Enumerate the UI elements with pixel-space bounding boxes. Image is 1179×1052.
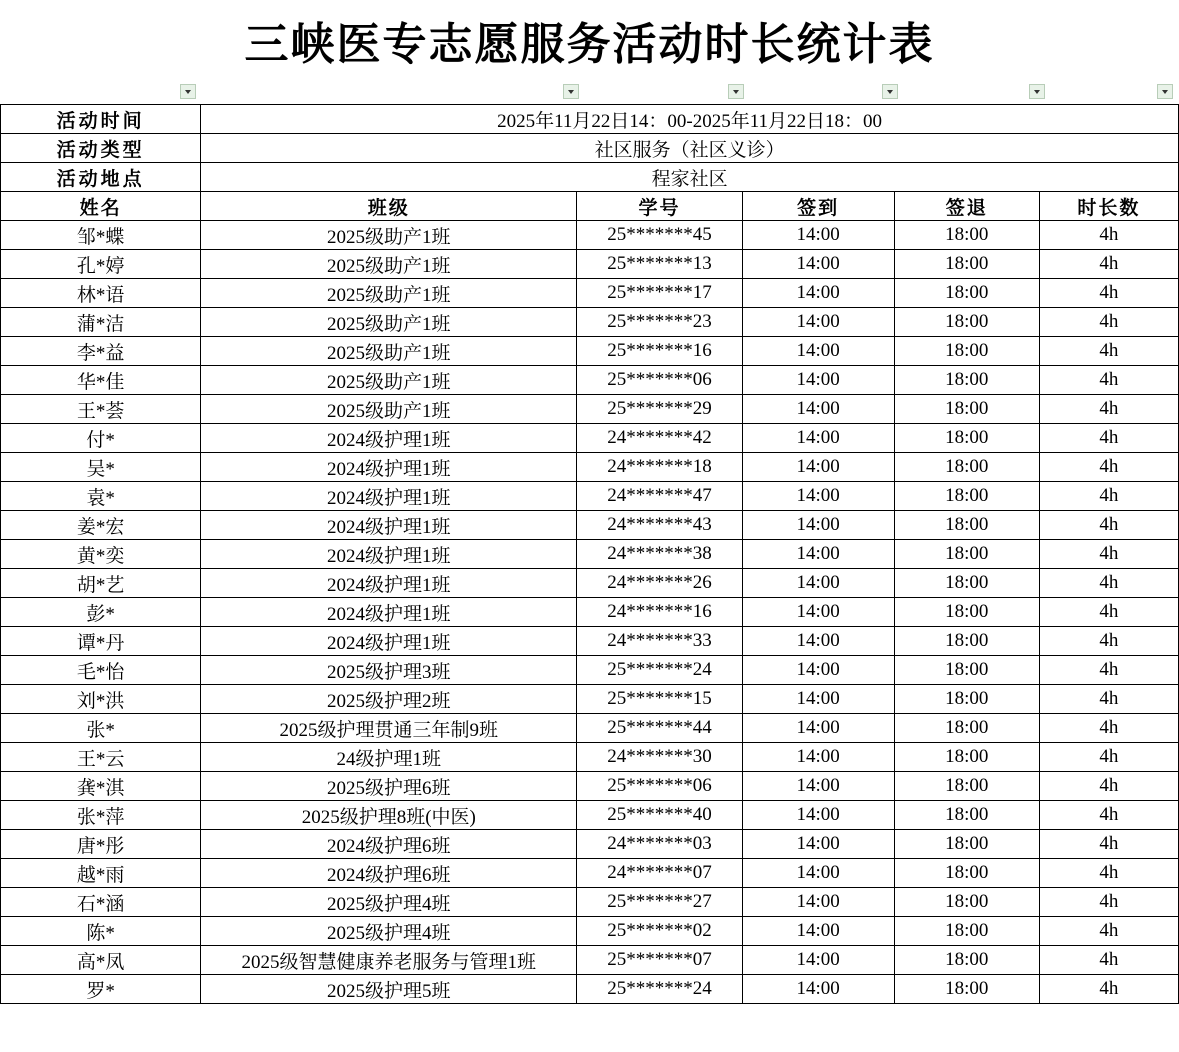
cell-signout: 18:00 (894, 627, 1039, 656)
cell-name: 华*佳 (1, 366, 201, 395)
cell-signin: 14:00 (742, 772, 894, 801)
cell-signout: 18:00 (894, 424, 1039, 453)
cell-student-id: 24*******33 (577, 627, 742, 656)
meta-row-time (1, 105, 1179, 134)
cell-duration: 4h (1039, 366, 1178, 395)
cell-class: 2025级护理2班 (201, 685, 577, 714)
cell-student-id: 24*******30 (577, 743, 742, 772)
cell-signout: 18:00 (894, 366, 1039, 395)
cell-duration: 4h (1039, 250, 1178, 279)
autofilter-row (0, 90, 1179, 104)
table-row (1, 511, 1179, 540)
cell-signin: 14:00 (742, 714, 894, 743)
cell-signout: 18:00 (894, 395, 1039, 424)
cell-student-id: 25*******44 (577, 714, 742, 743)
cell-class: 2024级护理1班 (201, 598, 577, 627)
cell-student-id: 25*******06 (577, 366, 742, 395)
cell-signout: 18:00 (894, 917, 1039, 946)
cell-name: 越*雨 (1, 859, 201, 888)
filter-col-sid-dropdown-icon[interactable] (728, 84, 744, 99)
cell-signin: 14:00 (742, 540, 894, 569)
meta-label-type: 活动类型 (1, 134, 201, 163)
cell-signout: 18:00 (894, 569, 1039, 598)
table-row (1, 366, 1179, 395)
table-row (1, 598, 1179, 627)
cell-name: 黄*奕 (1, 540, 201, 569)
cell-signin: 14:00 (742, 482, 894, 511)
cell-name: 袁* (1, 482, 201, 511)
cell-duration: 4h (1039, 859, 1178, 888)
cell-signout: 18:00 (894, 221, 1039, 250)
cell-duration: 4h (1039, 337, 1178, 366)
cell-name: 林*语 (1, 279, 201, 308)
cell-duration: 4h (1039, 975, 1178, 1004)
cell-duration: 4h (1039, 482, 1178, 511)
cell-name: 张* (1, 714, 201, 743)
cell-name: 邹*蝶 (1, 221, 201, 250)
cell-class: 24级护理1班 (201, 743, 577, 772)
page-title: 三峡医专志愿服务活动时长统计表 (244, 20, 935, 69)
cell-student-id: 24*******43 (577, 511, 742, 540)
cell-class: 2024级护理1班 (201, 511, 577, 540)
cell-duration: 4h (1039, 685, 1178, 714)
meta-value-type: 社区服务（社区义诊） (201, 134, 1179, 163)
cell-student-id: 25*******13 (577, 250, 742, 279)
cell-signout: 18:00 (894, 308, 1039, 337)
cell-name: 王*荟 (1, 395, 201, 424)
cell-name: 彭* (1, 598, 201, 627)
cell-student-id: 25*******02 (577, 917, 742, 946)
cell-signin: 14:00 (742, 569, 894, 598)
cell-name: 胡*艺 (1, 569, 201, 598)
cell-duration: 4h (1039, 511, 1178, 540)
cell-signin: 14:00 (742, 366, 894, 395)
column-header-name: 姓名 (1, 192, 201, 221)
cell-class: 2024级护理1班 (201, 569, 577, 598)
cell-student-id: 25*******17 (577, 279, 742, 308)
cell-class: 2025级护理4班 (201, 888, 577, 917)
cell-class: 2025级护理4班 (201, 917, 577, 946)
cell-signin: 14:00 (742, 801, 894, 830)
cell-student-id: 24*******03 (577, 830, 742, 859)
cell-signout: 18:00 (894, 946, 1039, 975)
cell-class: 2025级助产1班 (201, 337, 577, 366)
cell-student-id: 24*******18 (577, 453, 742, 482)
column-header-signin: 签到 (742, 192, 894, 221)
cell-signin: 14:00 (742, 221, 894, 250)
cell-signin: 14:00 (742, 511, 894, 540)
cell-duration: 4h (1039, 888, 1178, 917)
cell-duration: 4h (1039, 772, 1178, 801)
cell-class: 2024级护理1班 (201, 627, 577, 656)
cell-signin: 14:00 (742, 975, 894, 1004)
column-header-student-id: 学号 (577, 192, 742, 221)
cell-class: 2025级助产1班 (201, 366, 577, 395)
table-body (1, 105, 1179, 1004)
cell-class: 2025级助产1班 (201, 221, 577, 250)
cell-duration: 4h (1039, 569, 1178, 598)
cell-name: 孔*婷 (1, 250, 201, 279)
cell-student-id: 25*******07 (577, 946, 742, 975)
cell-signout: 18:00 (894, 714, 1039, 743)
cell-name: 陈* (1, 917, 201, 946)
filter-col-class-dropdown-icon[interactable] (563, 84, 579, 99)
cell-signin: 14:00 (742, 888, 894, 917)
cell-signout: 18:00 (894, 511, 1039, 540)
cell-name: 王*云 (1, 743, 201, 772)
cell-duration: 4h (1039, 743, 1178, 772)
cell-signin: 14:00 (742, 598, 894, 627)
cell-signout: 18:00 (894, 830, 1039, 859)
cell-student-id: 25*******27 (577, 888, 742, 917)
cell-name: 石*涵 (1, 888, 201, 917)
cell-student-id: 25*******45 (577, 221, 742, 250)
cell-signin: 14:00 (742, 917, 894, 946)
cell-name: 毛*怡 (1, 656, 201, 685)
cell-signout: 18:00 (894, 482, 1039, 511)
cell-student-id: 25*******23 (577, 308, 742, 337)
meta-row-place (1, 163, 1179, 192)
cell-class: 2025级助产1班 (201, 395, 577, 424)
cell-class: 2025级助产1班 (201, 279, 577, 308)
cell-class: 2025级护理3班 (201, 656, 577, 685)
cell-name: 吴* (1, 453, 201, 482)
cell-class: 2025级护理6班 (201, 772, 577, 801)
cell-signout: 18:00 (894, 453, 1039, 482)
cell-signin: 14:00 (742, 859, 894, 888)
cell-name: 龚*淇 (1, 772, 201, 801)
cell-student-id: 25*******15 (577, 685, 742, 714)
cell-name: 李*益 (1, 337, 201, 366)
cell-student-id: 24*******26 (577, 569, 742, 598)
cell-signin: 14:00 (742, 279, 894, 308)
cell-duration: 4h (1039, 830, 1178, 859)
filter-col-name-dropdown-icon[interactable] (180, 84, 196, 99)
table-row (1, 453, 1179, 482)
cell-class: 2025级护理贯通三年制9班 (201, 714, 577, 743)
cell-duration: 4h (1039, 656, 1178, 685)
cell-student-id: 25*******24 (577, 975, 742, 1004)
cell-duration: 4h (1039, 279, 1178, 308)
table-row (1, 221, 1179, 250)
cell-duration: 4h (1039, 801, 1178, 830)
table-row (1, 569, 1179, 598)
table-row (1, 279, 1179, 308)
cell-signout: 18:00 (894, 888, 1039, 917)
cell-signout: 18:00 (894, 859, 1039, 888)
cell-student-id: 25*******40 (577, 801, 742, 830)
cell-signout: 18:00 (894, 975, 1039, 1004)
cell-class: 2025级助产1班 (201, 250, 577, 279)
cell-name: 唐*彤 (1, 830, 201, 859)
cell-class: 2024级护理1班 (201, 482, 577, 511)
cell-student-id: 24*******47 (577, 482, 742, 511)
cell-student-id: 24*******07 (577, 859, 742, 888)
cell-signin: 14:00 (742, 743, 894, 772)
cell-name: 谭*丹 (1, 627, 201, 656)
cell-signin: 14:00 (742, 250, 894, 279)
meta-label-time: 活动时间 (1, 105, 201, 134)
cell-name: 蒲*洁 (1, 308, 201, 337)
cell-duration: 4h (1039, 946, 1178, 975)
table-row (1, 540, 1179, 569)
meta-value-place: 程家社区 (201, 163, 1179, 192)
cell-signout: 18:00 (894, 337, 1039, 366)
filter-col-signout-dropdown-icon[interactable] (1029, 84, 1045, 99)
table-row (1, 656, 1179, 685)
cell-student-id: 25*******24 (577, 656, 742, 685)
cell-student-id: 25*******29 (577, 395, 742, 424)
table-row (1, 975, 1179, 1004)
cell-student-id: 25*******06 (577, 772, 742, 801)
cell-class: 2025级智慧健康养老服务与管理1班 (201, 946, 577, 975)
cell-name: 刘*洪 (1, 685, 201, 714)
cell-signout: 18:00 (894, 598, 1039, 627)
cell-duration: 4h (1039, 714, 1178, 743)
column-header-duration: 时长数 (1039, 192, 1178, 221)
cell-duration: 4h (1039, 424, 1178, 453)
cell-signin: 14:00 (742, 453, 894, 482)
cell-duration: 4h (1039, 917, 1178, 946)
cell-name: 姜*宏 (1, 511, 201, 540)
cell-student-id: 24*******42 (577, 424, 742, 453)
meta-label-place: 活动地点 (1, 163, 201, 192)
table-row (1, 801, 1179, 830)
table-row (1, 946, 1179, 975)
cell-name: 付* (1, 424, 201, 453)
cell-class: 2024级护理1班 (201, 453, 577, 482)
cell-signout: 18:00 (894, 250, 1039, 279)
table-row (1, 250, 1179, 279)
cell-student-id: 24*******38 (577, 540, 742, 569)
cell-signout: 18:00 (894, 279, 1039, 308)
cell-class: 2025级护理8班(中医) (201, 801, 577, 830)
table-row (1, 888, 1179, 917)
cell-duration: 4h (1039, 598, 1178, 627)
cell-duration: 4h (1039, 453, 1178, 482)
cell-signin: 14:00 (742, 424, 894, 453)
meta-row-type (1, 134, 1179, 163)
cell-class: 2024级护理1班 (201, 424, 577, 453)
cell-signout: 18:00 (894, 772, 1039, 801)
cell-signin: 14:00 (742, 395, 894, 424)
cell-class: 2024级护理6班 (201, 830, 577, 859)
cell-signin: 14:00 (742, 308, 894, 337)
column-header-class: 班级 (201, 192, 577, 221)
cell-signout: 18:00 (894, 801, 1039, 830)
table-row (1, 685, 1179, 714)
filter-col-signin-dropdown-icon[interactable] (882, 84, 898, 99)
cell-signout: 18:00 (894, 540, 1039, 569)
table-row (1, 917, 1179, 946)
cell-signin: 14:00 (742, 830, 894, 859)
cell-duration: 4h (1039, 627, 1178, 656)
table-row (1, 859, 1179, 888)
table-row (1, 772, 1179, 801)
table-row (1, 308, 1179, 337)
cell-duration: 4h (1039, 308, 1178, 337)
meta-value-time: 2025年11月22日14：00-2025年11月22日18：00 (201, 105, 1179, 134)
cell-signout: 18:00 (894, 685, 1039, 714)
cell-signout: 18:00 (894, 743, 1039, 772)
cell-signout: 18:00 (894, 656, 1039, 685)
cell-signin: 14:00 (742, 627, 894, 656)
cell-duration: 4h (1039, 540, 1178, 569)
table-row (1, 714, 1179, 743)
cell-class: 2025级助产1班 (201, 308, 577, 337)
table-row (1, 482, 1179, 511)
table-row (1, 627, 1179, 656)
cell-signin: 14:00 (742, 946, 894, 975)
table-row (1, 830, 1179, 859)
cell-signin: 14:00 (742, 656, 894, 685)
cell-student-id: 25*******16 (577, 337, 742, 366)
cell-signin: 14:00 (742, 337, 894, 366)
statistics-table (0, 104, 1179, 1004)
cell-duration: 4h (1039, 221, 1178, 250)
cell-name: 罗* (1, 975, 201, 1004)
cell-class: 2025级护理5班 (201, 975, 577, 1004)
table-row (1, 743, 1179, 772)
cell-name: 张*萍 (1, 801, 201, 830)
table-header-row (1, 192, 1179, 221)
cell-class: 2024级护理6班 (201, 859, 577, 888)
table-row (1, 395, 1179, 424)
table-row (1, 337, 1179, 366)
column-header-signout: 签退 (894, 192, 1039, 221)
filter-col-duration-dropdown-icon[interactable] (1157, 84, 1173, 99)
cell-signin: 14:00 (742, 685, 894, 714)
cell-student-id: 24*******16 (577, 598, 742, 627)
cell-name: 高*凤 (1, 946, 201, 975)
cell-class: 2024级护理1班 (201, 540, 577, 569)
cell-duration: 4h (1039, 395, 1178, 424)
table-row (1, 424, 1179, 453)
